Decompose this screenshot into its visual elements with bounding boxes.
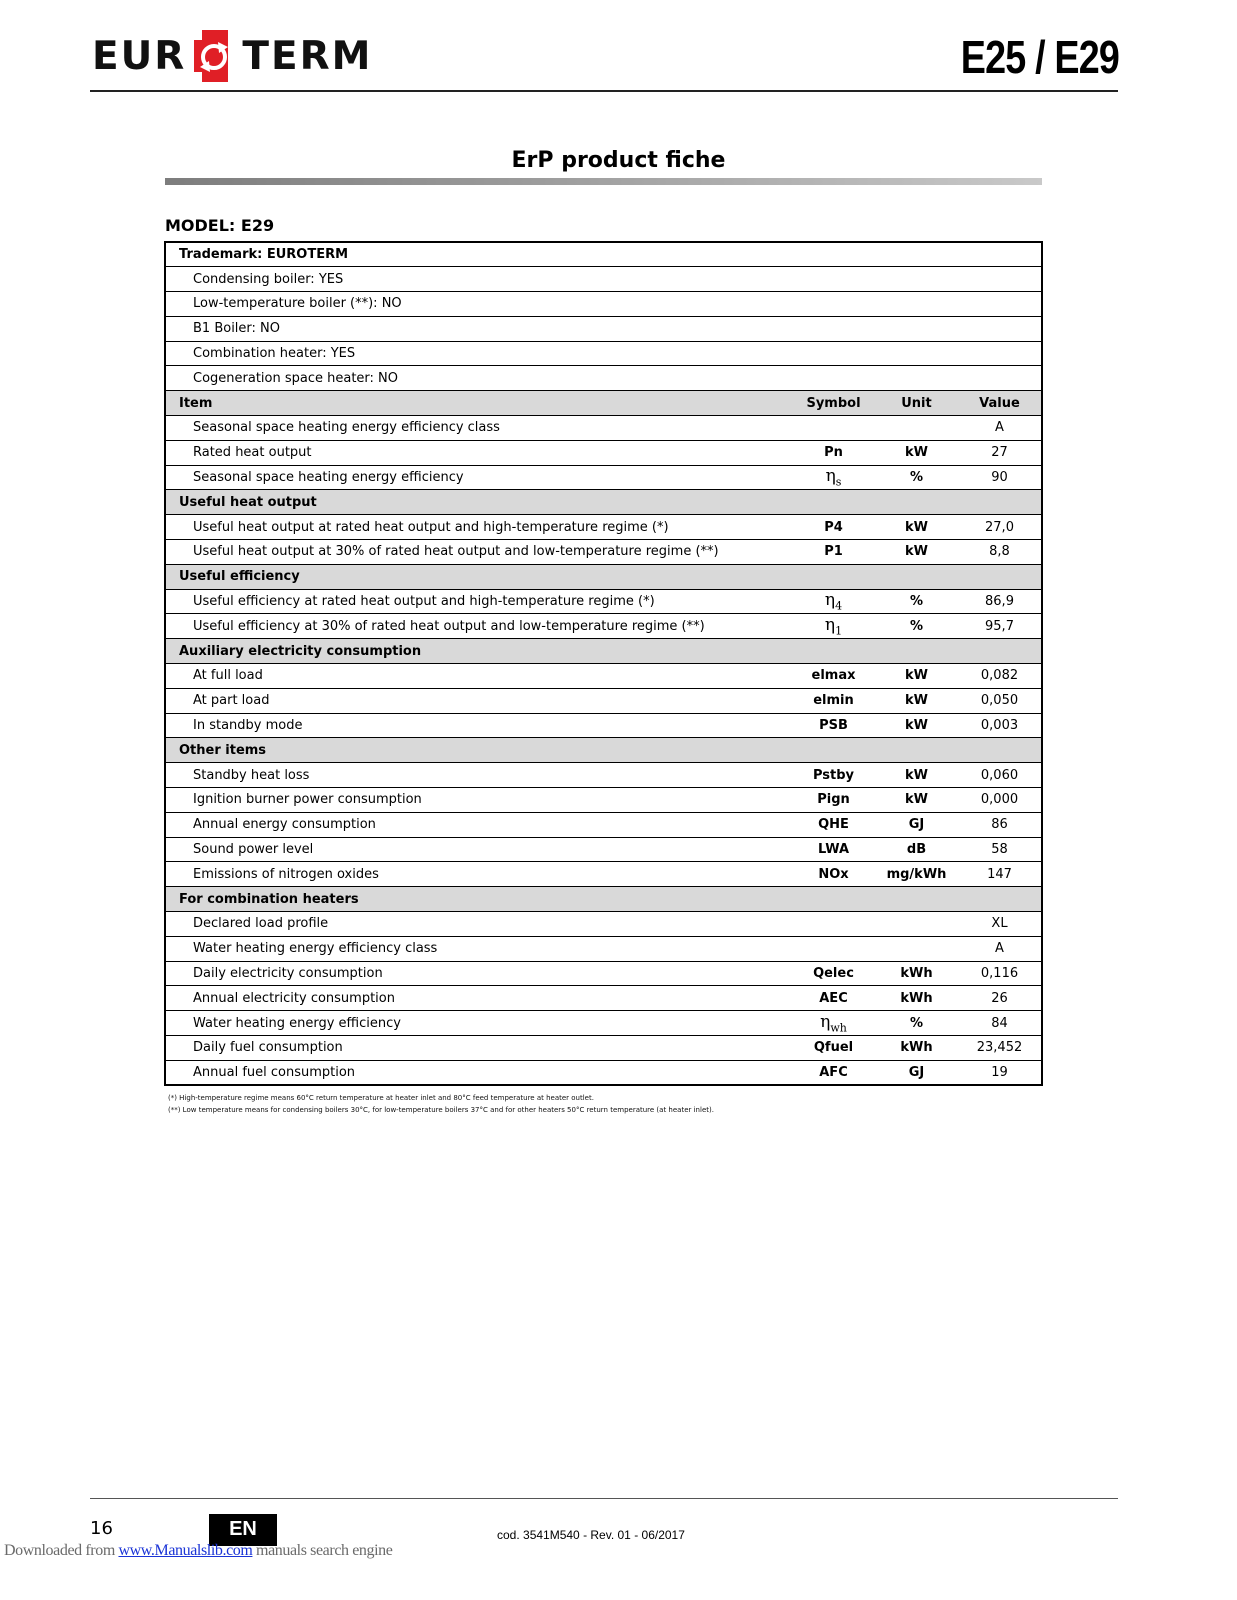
download-notice bbox=[4, 1542, 392, 1560]
unit-cell: % bbox=[875, 589, 958, 614]
eta-symbol bbox=[820, 1011, 847, 1035]
symbol-cell bbox=[792, 912, 875, 937]
value-cell: 86 bbox=[958, 812, 1042, 837]
table-row bbox=[165, 812, 1042, 837]
column-header-item: Item bbox=[165, 391, 792, 416]
value-cell: 0,060 bbox=[958, 763, 1042, 788]
item-cell: At part load bbox=[165, 688, 792, 713]
eta-symbol bbox=[824, 615, 843, 638]
table-row bbox=[165, 1011, 1042, 1036]
item-cell: Annual fuel consumption bbox=[165, 1060, 792, 1085]
item-cell: Water heating energy efficiency bbox=[165, 1011, 792, 1036]
table-row bbox=[165, 837, 1042, 862]
unit-cell: % bbox=[875, 465, 958, 490]
header-divider bbox=[90, 90, 1118, 92]
value-cell: A bbox=[958, 936, 1042, 961]
unit-cell: kW bbox=[875, 688, 958, 713]
section-title: Other items bbox=[165, 738, 1042, 763]
table-row bbox=[165, 664, 1042, 689]
item-cell: Daily electricity consumption bbox=[165, 961, 792, 986]
table-row bbox=[165, 614, 1042, 639]
unit-cell: GJ bbox=[875, 1060, 958, 1085]
unit-cell: kW bbox=[875, 788, 958, 813]
page-title: ErP product fiche bbox=[511, 148, 726, 173]
unit-cell: mg/kWh bbox=[875, 862, 958, 887]
item-cell: Seasonal space heating energy efficiency bbox=[165, 465, 792, 490]
property-row bbox=[165, 267, 1042, 292]
unit-cell: kWh bbox=[875, 986, 958, 1011]
section-title: For combination heaters bbox=[165, 887, 1042, 912]
page-number: 16 bbox=[90, 1518, 113, 1539]
manualslib-link[interactable]: www.Manualslib.com bbox=[118, 1542, 253, 1559]
unit-cell bbox=[875, 936, 958, 961]
property-cell: Combination heater: YES bbox=[165, 341, 1042, 366]
trademark-cell: Trademark: EUROTERM bbox=[165, 242, 1042, 267]
eta-subscript: s bbox=[835, 475, 842, 489]
section-title: Useful heat output bbox=[165, 490, 1042, 515]
item-cell: Emissions of nitrogen oxides bbox=[165, 862, 792, 887]
symbol-cell: P1 bbox=[792, 540, 875, 565]
footer-divider bbox=[90, 1498, 1118, 1499]
model-label: MODEL: E29 bbox=[165, 216, 275, 235]
symbol-cell: AEC bbox=[792, 986, 875, 1011]
section-header-row bbox=[165, 738, 1042, 763]
download-prefix: Downloaded from bbox=[4, 1542, 119, 1559]
eta-letter: η bbox=[824, 615, 836, 636]
logo-text-left: EUR bbox=[92, 33, 187, 79]
eta-subscript: 1 bbox=[835, 624, 843, 638]
table-row bbox=[165, 713, 1042, 738]
item-cell: Useful heat output at 30% of rated heat output and low-temperature regime (**) bbox=[165, 540, 792, 565]
symbol-cell: Qelec bbox=[792, 961, 875, 986]
property-row bbox=[165, 366, 1042, 391]
section-header-row bbox=[165, 564, 1042, 589]
symbol-cell bbox=[792, 589, 875, 614]
value-cell: 58 bbox=[958, 837, 1042, 862]
property-row bbox=[165, 292, 1042, 317]
column-header-unit: Unit bbox=[875, 391, 958, 416]
table-row bbox=[165, 515, 1042, 540]
eta-letter: η bbox=[824, 590, 836, 611]
symbol-cell bbox=[792, 1011, 875, 1036]
unit-cell bbox=[875, 912, 958, 937]
value-cell: 0,003 bbox=[958, 713, 1042, 738]
item-cell: Sound power level bbox=[165, 837, 792, 862]
item-cell: Annual energy consumption bbox=[165, 812, 792, 837]
table-row bbox=[165, 961, 1042, 986]
unit-cell: % bbox=[875, 614, 958, 639]
symbol-cell bbox=[792, 936, 875, 961]
section-header-row bbox=[165, 887, 1042, 912]
erp-fiche-table bbox=[164, 241, 1043, 1086]
table-row bbox=[165, 465, 1042, 490]
value-cell: 27 bbox=[958, 440, 1042, 465]
symbol-cell bbox=[792, 416, 875, 441]
section-header-row bbox=[165, 639, 1042, 664]
section-title: Useful efficiency bbox=[165, 564, 1042, 589]
logo-text-right: TERM bbox=[242, 33, 373, 79]
value-cell: 8,8 bbox=[958, 540, 1042, 565]
symbol-cell: QHE bbox=[792, 812, 875, 837]
item-cell: Annual electricity consumption bbox=[165, 986, 792, 1011]
table-row bbox=[165, 986, 1042, 1011]
value-cell: 26 bbox=[958, 986, 1042, 1011]
table-row bbox=[165, 440, 1042, 465]
unit-cell: kW bbox=[875, 440, 958, 465]
item-cell: Useful heat output at rated heat output and high-temperature regime (*) bbox=[165, 515, 792, 540]
section-header-row bbox=[165, 490, 1042, 515]
document-code: cod. 3541M540 - Rev. 01 - 06/2017 bbox=[497, 1528, 685, 1542]
unit-cell: kWh bbox=[875, 961, 958, 986]
value-cell: 86,9 bbox=[958, 589, 1042, 614]
symbol-cell: Pn bbox=[792, 440, 875, 465]
section-title: Auxiliary electricity consumption bbox=[165, 639, 1042, 664]
euroterm-logo bbox=[92, 28, 372, 84]
unit-cell: dB bbox=[875, 837, 958, 862]
unit-cell: kW bbox=[875, 664, 958, 689]
footnotes bbox=[168, 1092, 714, 1116]
item-cell: Declared load profile bbox=[165, 912, 792, 937]
item-cell: At full load bbox=[165, 664, 792, 689]
item-cell: Rated heat output bbox=[165, 440, 792, 465]
symbol-cell: Pstby bbox=[792, 763, 875, 788]
model-code-heading: E25 / E29 bbox=[960, 31, 1119, 83]
item-cell: Ignition burner power consumption bbox=[165, 788, 792, 813]
property-cell: Low-temperature boiler (**): NO bbox=[165, 292, 1042, 317]
eta-subscript: 4 bbox=[835, 599, 843, 613]
unit-cell: kW bbox=[875, 540, 958, 565]
eta-subscript: wh bbox=[830, 1021, 847, 1035]
item-cell: Useful efficiency at rated heat output and high-temperature regime (*) bbox=[165, 589, 792, 614]
symbol-cell: PSB bbox=[792, 713, 875, 738]
column-header-value: Value bbox=[958, 391, 1042, 416]
table-row bbox=[165, 1036, 1042, 1061]
value-cell: 84 bbox=[958, 1011, 1042, 1036]
value-cell: 0,082 bbox=[958, 664, 1042, 689]
symbol-cell: elmin bbox=[792, 688, 875, 713]
value-cell: 19 bbox=[958, 1060, 1042, 1085]
eta-symbol bbox=[825, 466, 842, 489]
value-cell: 90 bbox=[958, 465, 1042, 490]
item-cell: Daily fuel consumption bbox=[165, 1036, 792, 1061]
unit-cell: % bbox=[875, 1011, 958, 1036]
symbol-cell: AFC bbox=[792, 1060, 875, 1085]
table-row bbox=[165, 912, 1042, 937]
table-row bbox=[165, 763, 1042, 788]
symbol-cell: Qfuel bbox=[792, 1036, 875, 1061]
unit-cell: kW bbox=[875, 713, 958, 738]
item-cell: Seasonal space heating energy efficiency class bbox=[165, 416, 792, 441]
value-cell: 23,452 bbox=[958, 1036, 1042, 1061]
table-row bbox=[165, 540, 1042, 565]
eta-symbol bbox=[824, 590, 843, 613]
property-row bbox=[165, 341, 1042, 366]
property-cell: Condensing boiler: YES bbox=[165, 267, 1042, 292]
table-row bbox=[165, 688, 1042, 713]
value-cell: 0,050 bbox=[958, 688, 1042, 713]
logo-arrow-mark-icon bbox=[188, 28, 240, 84]
unit-cell: kWh bbox=[875, 1036, 958, 1061]
column-header-row bbox=[165, 391, 1042, 416]
value-cell: XL bbox=[958, 912, 1042, 937]
value-cell: A bbox=[958, 416, 1042, 441]
eta-letter: η bbox=[820, 1011, 831, 1032]
property-row bbox=[165, 316, 1042, 341]
unit-cell: GJ bbox=[875, 812, 958, 837]
table-row bbox=[165, 788, 1042, 813]
value-cell: 0,116 bbox=[958, 961, 1042, 986]
table-row bbox=[165, 936, 1042, 961]
item-cell: Water heating energy efficiency class bbox=[165, 936, 792, 961]
unit-cell: kW bbox=[875, 763, 958, 788]
symbol-cell: NOx bbox=[792, 862, 875, 887]
footnote-low-temperature: (**) Low temperature means for condensing boilers 30°C, for low-temperature boilers 37°C and for other heaters 50°C return temperature (at heater inlet). bbox=[168, 1106, 714, 1114]
table-row bbox=[165, 1060, 1042, 1085]
value-cell: 95,7 bbox=[958, 614, 1042, 639]
table-row bbox=[165, 862, 1042, 887]
symbol-cell bbox=[792, 465, 875, 490]
language-badge: EN bbox=[209, 1514, 277, 1546]
item-cell: In standby mode bbox=[165, 713, 792, 738]
title-underline-bar bbox=[165, 178, 1042, 185]
symbol-cell: P4 bbox=[792, 515, 875, 540]
unit-cell bbox=[875, 416, 958, 441]
trademark-row bbox=[165, 242, 1042, 267]
value-cell: 0,000 bbox=[958, 788, 1042, 813]
symbol-cell: elmax bbox=[792, 664, 875, 689]
property-cell: B1 Boiler: NO bbox=[165, 316, 1042, 341]
symbol-cell: Pign bbox=[792, 788, 875, 813]
footnote-high-temperature: (*) High-temperature regime means 60°C return temperature at heater inlet and 80°C feed temperature at heater outlet. bbox=[168, 1094, 594, 1102]
download-suffix: manuals search engine bbox=[252, 1542, 393, 1559]
symbol-cell: LWA bbox=[792, 837, 875, 862]
table-row bbox=[165, 416, 1042, 441]
symbol-cell bbox=[792, 614, 875, 639]
value-cell: 27,0 bbox=[958, 515, 1042, 540]
table-row bbox=[165, 589, 1042, 614]
property-cell: Cogeneration space heater: NO bbox=[165, 366, 1042, 391]
item-cell: Useful efficiency at 30% of rated heat output and low-temperature regime (**) bbox=[165, 614, 792, 639]
column-header-symbol: Symbol bbox=[792, 391, 875, 416]
eta-letter: η bbox=[825, 466, 836, 487]
value-cell: 147 bbox=[958, 862, 1042, 887]
item-cell: Standby heat loss bbox=[165, 763, 792, 788]
unit-cell: kW bbox=[875, 515, 958, 540]
